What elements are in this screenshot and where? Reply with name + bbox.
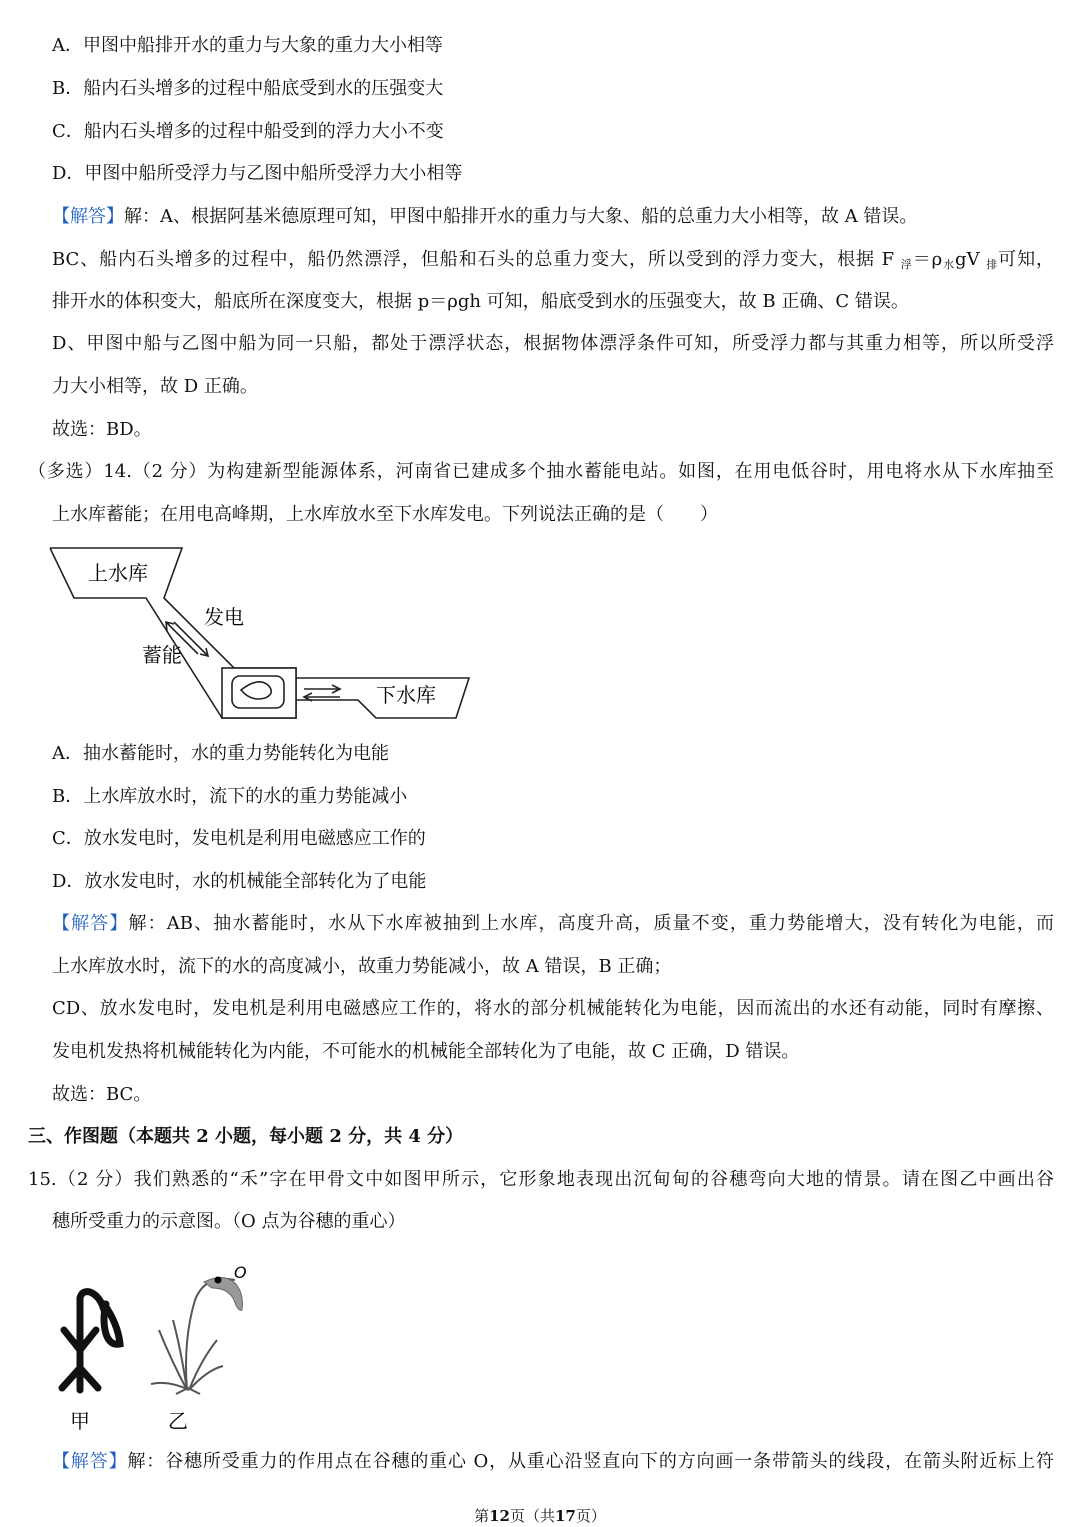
q13-option-a: A．甲图中船排开水的重力与大象的重力大小相等 <box>52 35 443 56</box>
q13-answer-line-3: 排开水的体积变大，船底所在深度变大，根据 p＝ρgh 可知，船底受到水的压强变大，故 B 正确、C 错误。 <box>52 291 909 312</box>
q14-answer-line-1: 【解答】解：AB、抽水蓄能时，水从下水库被抽到上水库，高度升高，质量不变，重力势能增大，没有转化为电能，而 <box>52 913 1054 934</box>
q14-option-c: C．放水发电时，发电机是利用电磁感应工作的 <box>52 828 426 849</box>
label-yi: 乙 <box>168 1409 188 1433</box>
page-number: 12 <box>489 1507 510 1525</box>
upper-reservoir-label: 上水库 <box>88 561 148 585</box>
rice-plant-yi <box>151 1279 235 1394</box>
q14-option-d: D．放水发电时，水的机械能全部转化为了电能 <box>52 871 427 892</box>
q14-choice: 故选：BC。 <box>52 1084 152 1105</box>
q14-answer-line-4: 发电机发热将机械能转化为内能，不可能水的机械能全部转化为了电能，故 C 正确，D 错误。 <box>52 1041 800 1062</box>
lower-reservoir-label: 下水库 <box>376 683 436 707</box>
center-of-gravity-point <box>215 1277 222 1284</box>
q14-option-a: A．抽水蓄能时，水的重力势能转化为电能 <box>52 743 389 764</box>
q13-answer-line-5: 力大小相等，故 D 正确。 <box>52 376 258 397</box>
q14-stem-line-2: 上水库蓄能；在用电高峰期，上水库放水至下水库发电。下列说法正确的是（ ） <box>52 504 718 525</box>
q13-answer-line-1: 【解答】解：A、根据阿基米德原理可知，甲图中船排开水的重力与大象、船的总重力大小相等，故 A 错误。 <box>52 206 918 227</box>
oracle-he-figure <box>52 1258 262 1438</box>
q13-option-b: B．船内石头增多的过程中船底受到水的压强变大 <box>52 78 444 99</box>
q14-answer-line-3: CD、放水发电时，发电机是利用电磁感应工作的，将水的部分机械能转化为电能，因而流出的水还有动能，同时有摩擦、 <box>52 998 1054 1019</box>
page-footer: 第12页（共17页） <box>474 1507 606 1525</box>
q13-choice: 故选：BD。 <box>52 419 152 440</box>
oracle-character-jia <box>62 1292 120 1390</box>
q13-answer-line-4: D、甲图中船与乙图中船为同一只船，都处于漂浮状态，根据物体漂浮条件可知，所受浮力都与其重力相等，所以所受浮 <box>52 333 1054 354</box>
store-label: 蓄能 <box>142 643 182 667</box>
pumped-storage-diagram <box>46 540 476 725</box>
q15-stem-line-1: 15.（2 分）我们熟悉的“禾”字在甲骨文中如图甲所示，它形象地表现出沉甸甸的谷穗弯向大地的情景。请在图乙中画出谷 <box>28 1169 1054 1190</box>
page-total: 17 <box>555 1507 576 1525</box>
q13-answer-line-2: BC、船内石头增多的过程中，船仍然漂浮，但船和石头的总重力变大，所以受到的浮力变大，根据 F $_浮=\rho_水gV$ $_排$可知， <box>52 249 1054 271</box>
label-o: O <box>234 1263 247 1282</box>
generate-label: 发电 <box>204 605 244 629</box>
answer-tag: 【解答】 <box>52 913 129 934</box>
answer-tag: 【解答】 <box>52 1451 128 1472</box>
q13-option-d: D．甲图中船所受浮力与乙图中船所受浮力大小相等 <box>52 163 463 184</box>
q14-stem-line-1: （多选）14.（2 分）为构建新型能源体系，河南省已建成多个抽水蓄能电站。如图，在用电低谷时，用电将水从下水库抽至 <box>28 461 1054 482</box>
q15-stem-line-2: 穗所受重力的示意图。（O 点为谷穗的重心） <box>52 1211 406 1232</box>
label-jia: 甲 <box>70 1409 90 1433</box>
rice-ear <box>204 1277 242 1310</box>
q14-answer-line-2: 上水库放水时，流下的水的高度减小，故重力势能减小，故 A 错误，B 正确； <box>52 956 672 977</box>
q14-option-b: B．上水库放水时，流下的水的重力势能减小 <box>52 786 408 807</box>
q15-answer-line-1: 【解答】解：谷穗所受重力的作用点在谷穗的重心 O，从重心沿竖直向下的方向画一条带箭头的线段，在箭头附近标上符 <box>52 1451 1054 1472</box>
answer-tag: 【解答】 <box>52 206 124 227</box>
q13-option-c: C．船内石头增多的过程中船受到的浮力大小不变 <box>52 121 444 142</box>
section-3-heading: 三、作图题（本题共 2 小题，每小题 2 分，共 4 分） <box>28 1126 464 1147</box>
